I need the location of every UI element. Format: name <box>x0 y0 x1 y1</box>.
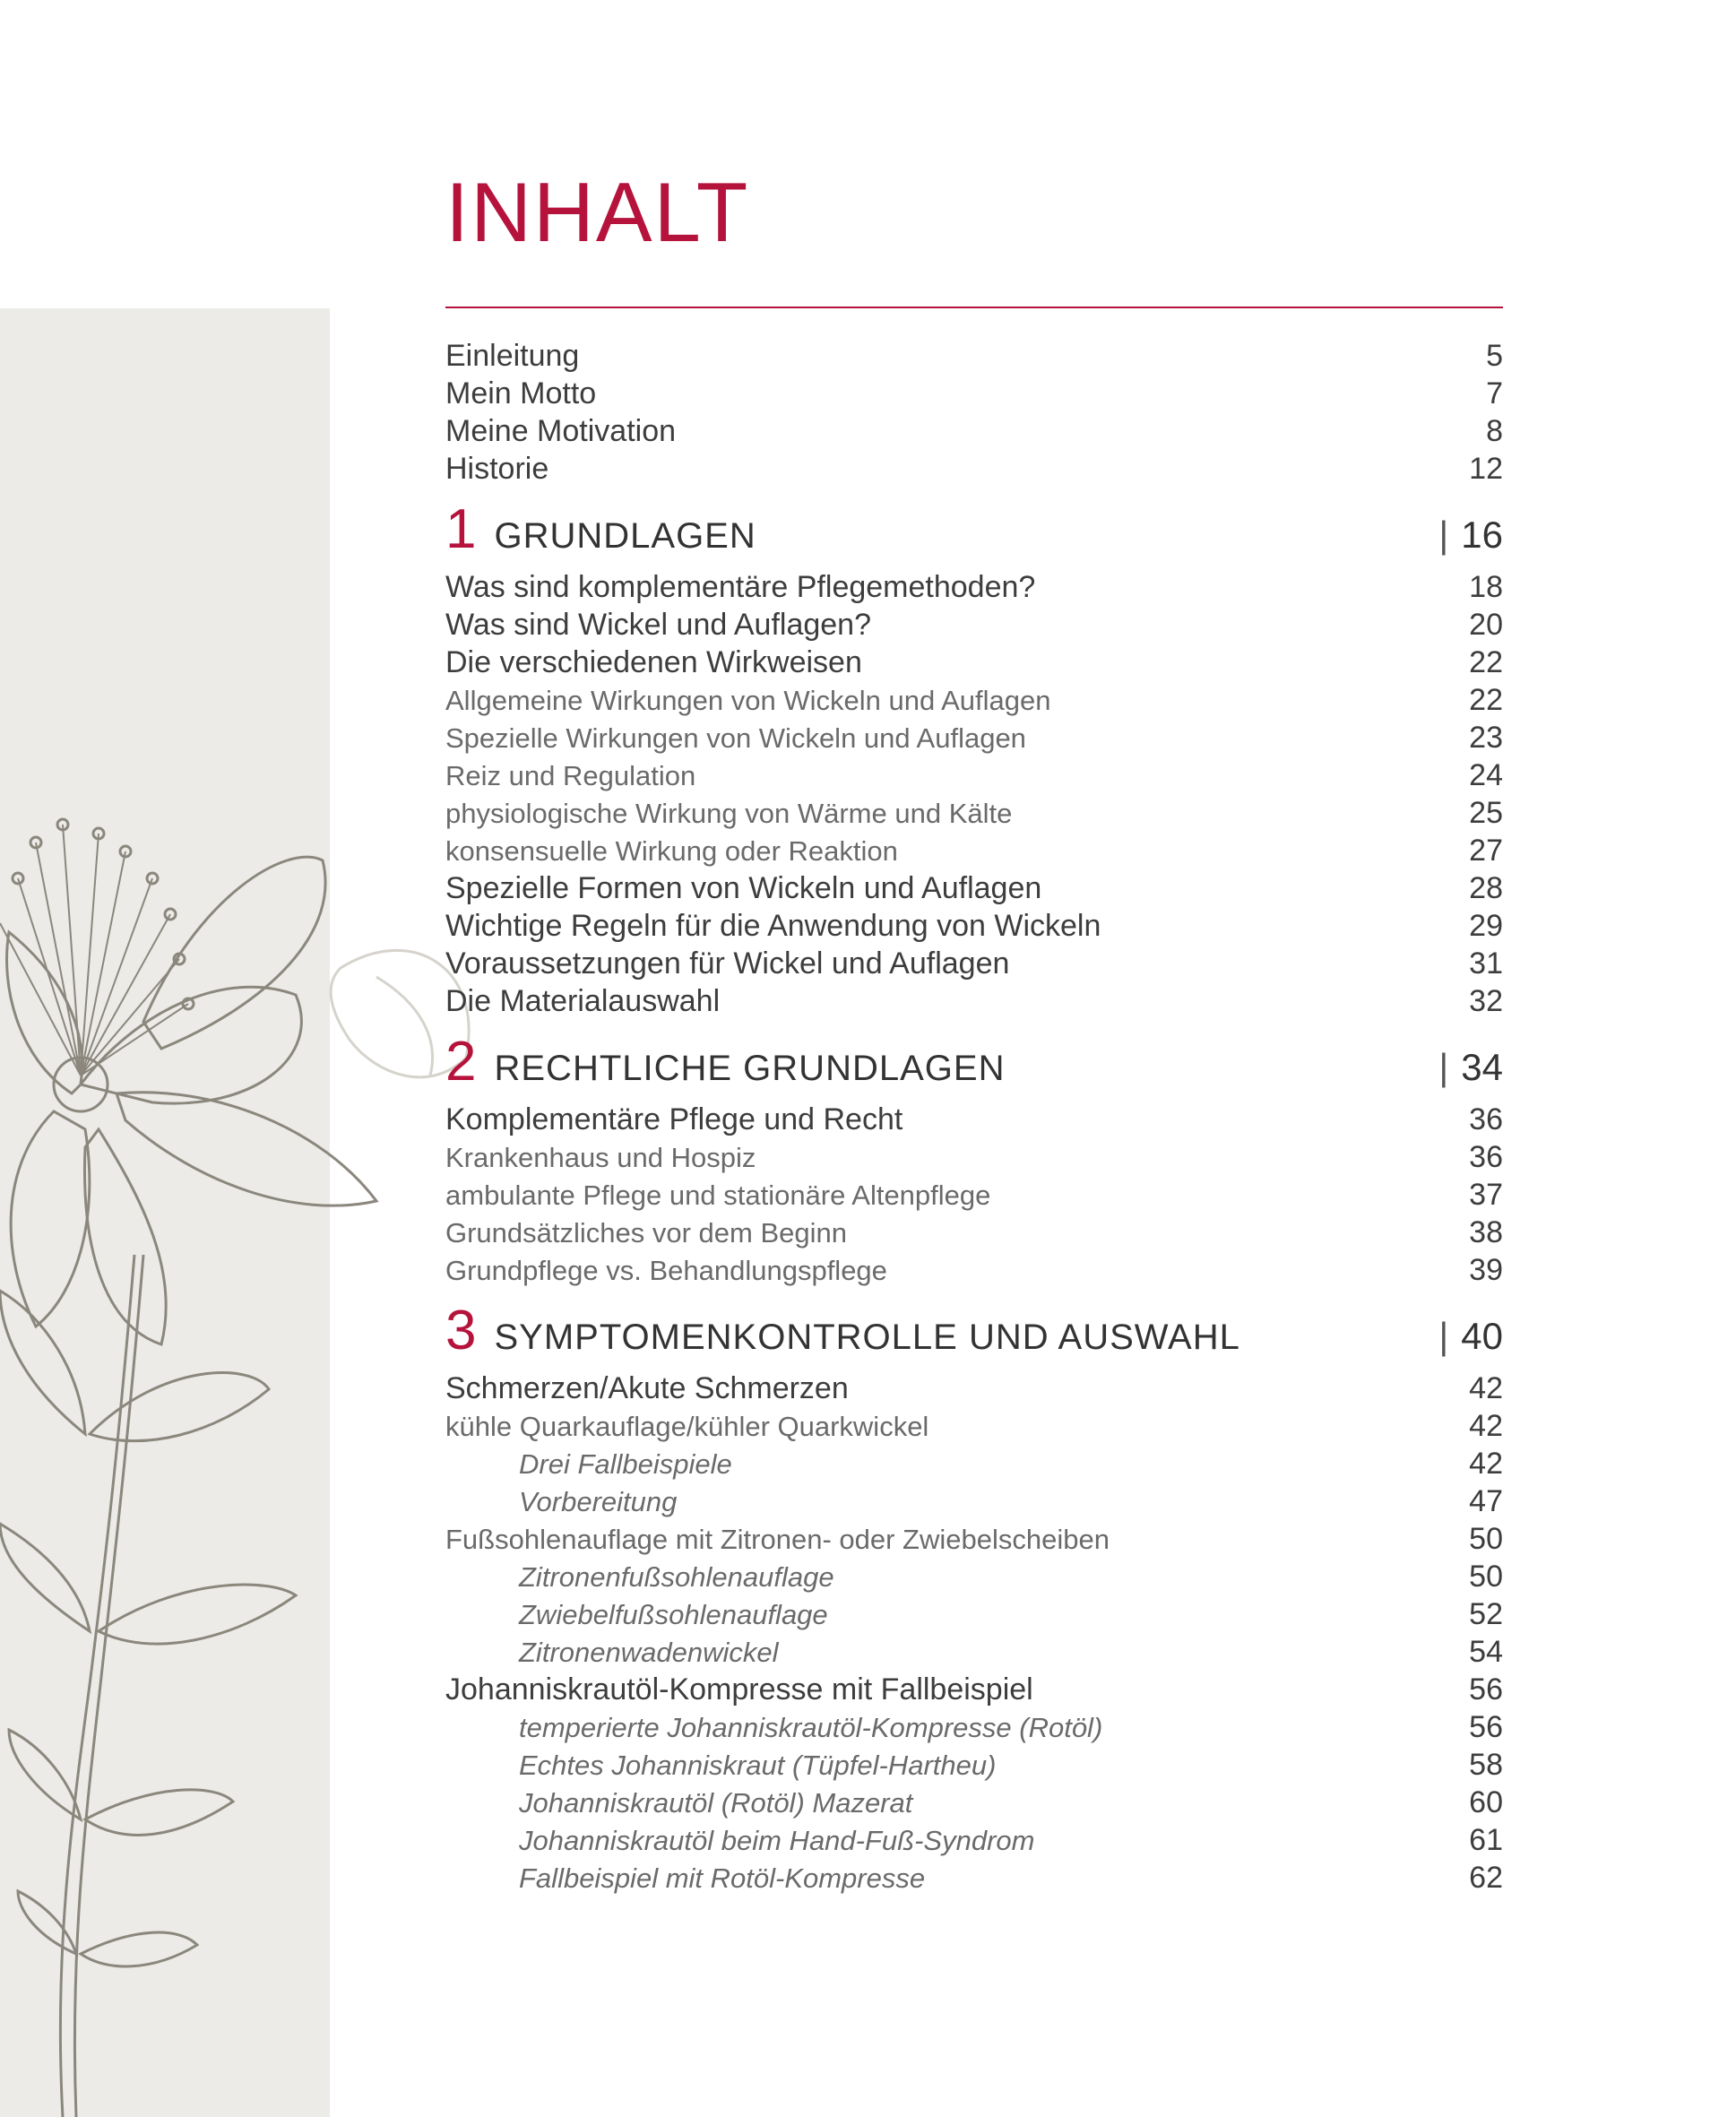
toc-entry[interactable]: Wichtige Regeln für die Anwendung von Wickeln 29 <box>445 909 1503 943</box>
toc-subsubentry[interactable]: Fallbeispiel mit Rotöl-Kompresse 62 <box>519 1861 1503 1895</box>
toc-entry[interactable]: Komplementäre Pflege und Recht 36 <box>445 1102 1503 1136</box>
title-divider <box>445 307 1503 308</box>
toc-subentry[interactable]: Spezielle Wirkungen von Wickeln und Auflagen 23 <box>445 721 1503 755</box>
toc-subsubentry[interactable]: Drei Fallbeispiele 42 <box>519 1447 1503 1481</box>
toc-subsubentry[interactable]: Johanniskrautöl (Rotöl) Mazerat 60 <box>519 1785 1503 1819</box>
page-title: INHALT <box>445 165 750 259</box>
chapter-number: 3 <box>445 1300 477 1361</box>
toc-entry[interactable]: Was sind komplementäre Pflegemethoden? 18 <box>445 570 1503 604</box>
toc-entry[interactable]: Die Materialauswahl 32 <box>445 984 1503 1018</box>
toc-subentry[interactable]: Krankenhaus und Hospiz 36 <box>445 1140 1503 1174</box>
chapter-heading[interactable]: 3 SYMPTOMENKONTROLLE UND AUSWAHL | 40 <box>445 1300 1503 1361</box>
toc-subentry[interactable]: Grundpflege vs. Behandlungspflege 39 <box>445 1253 1503 1287</box>
toc-entry[interactable]: Voraussetzungen für Wickel und Auflagen 31 <box>445 946 1503 981</box>
toc-entry[interactable]: Schmerzen/Akute Schmerzen 42 <box>445 1371 1503 1405</box>
toc-subsubentry[interactable]: Echtes Johanniskraut (Tüpfel-Hartheu) 58 <box>519 1748 1503 1782</box>
table-of-contents <box>445 337 1503 1897</box>
chapter-title: SYMPTOMENKONTROLLE UND AUSWAHL <box>494 1318 1240 1357</box>
toc-subsubentry[interactable]: Zwiebelfußsohlenauflage 52 <box>519 1597 1503 1631</box>
toc-subsubentry[interactable]: Zitronenwadenwickel 54 <box>519 1635 1503 1669</box>
chapter-title: GRUNDLAGEN <box>494 516 756 556</box>
toc-entry[interactable]: Mein Motto 7 <box>445 376 1503 410</box>
toc-entry[interactable]: Die verschiedenen Wirkweisen 22 <box>445 645 1503 679</box>
toc-subentry[interactable]: Grundsätzliches vor dem Beginn 38 <box>445 1215 1503 1249</box>
chapter-page: 34 <box>1461 1046 1503 1088</box>
toc-entry[interactable]: Johanniskrautöl-Kompresse mit Fallbeispiel 56 <box>445 1672 1503 1707</box>
chapter-number: 1 <box>445 498 477 560</box>
toc-subsubentry[interactable]: Johanniskrautöl beim Hand-Fuß-Syndrom 61 <box>519 1823 1503 1857</box>
toc-entry[interactable]: Was sind Wickel und Auflagen? 20 <box>445 608 1503 642</box>
flower-illustration <box>0 789 502 2117</box>
toc-entry[interactable]: Einleitung 5 <box>445 339 1503 373</box>
chapter-page: 40 <box>1461 1315 1503 1357</box>
toc-subentry[interactable]: Reiz und Regulation 24 <box>445 758 1503 792</box>
toc-subsubentry[interactable]: temperierte Johanniskrautöl-Kompresse (Rotöl) 56 <box>519 1710 1503 1744</box>
toc-subsubentry[interactable]: Vorbereitung 47 <box>519 1484 1503 1518</box>
toc-entry[interactable]: Spezielle Formen von Wickeln und Auflagen 28 <box>445 871 1503 905</box>
toc-subentry[interactable]: konsensuelle Wirkung oder Reaktion 27 <box>445 834 1503 868</box>
chapter-page: 16 <box>1461 514 1503 556</box>
toc-subentry[interactable]: Fußsohlenauflage mit Zitronen- oder Zwiebelscheiben 50 <box>445 1522 1503 1556</box>
toc-subentry[interactable]: Allgemeine Wirkungen von Wickeln und Auflagen 22 <box>445 683 1503 717</box>
chapter-heading[interactable]: 1 GRUNDLAGEN | 16 <box>445 498 1503 560</box>
toc-subentry[interactable]: ambulante Pflege und stationäre Altenpflege 37 <box>445 1178 1503 1212</box>
toc-subentry[interactable]: kühle Quarkauflage/kühler Quarkwickel 42 <box>445 1409 1503 1443</box>
toc-entry[interactable]: Meine Motivation 8 <box>445 414 1503 448</box>
toc-subsubentry[interactable]: Zitronenfußsohlenauflage 50 <box>519 1560 1503 1594</box>
chapter-number: 2 <box>445 1031 477 1093</box>
chapter-title: RECHTLICHE GRUNDLAGEN <box>494 1049 1006 1088</box>
chapter-heading[interactable]: 2 RECHTLICHE GRUNDLAGEN | 34 <box>445 1031 1503 1093</box>
toc-subentry[interactable]: physiologische Wirkung von Wärme und Kälte 25 <box>445 796 1503 830</box>
toc-entry[interactable]: Historie 12 <box>445 452 1503 486</box>
